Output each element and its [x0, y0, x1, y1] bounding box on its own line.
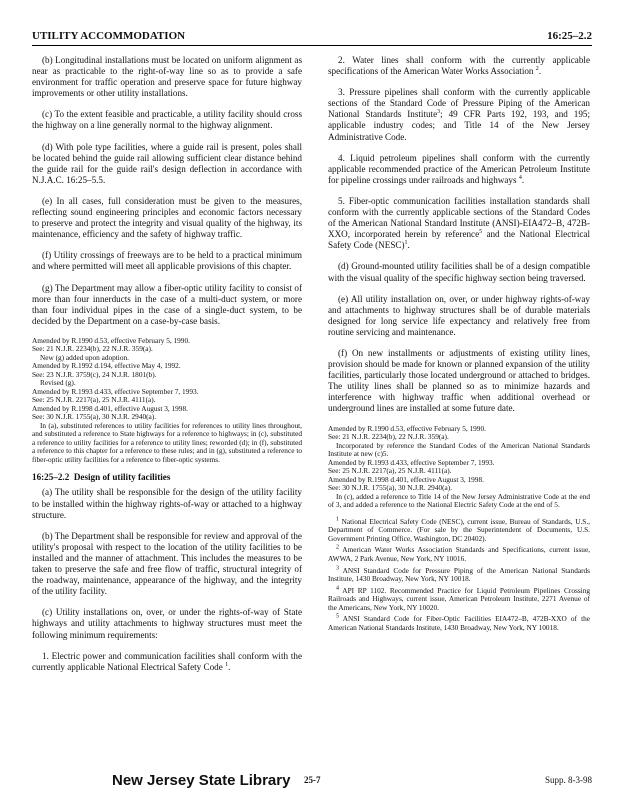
header-chapter-title: UTILITY ACCOMMODATION: [32, 30, 186, 42]
history-line: Amended by R.1992 d.194, effective May 4, 1992.: [32, 361, 181, 371]
footnote-ref: 1: [404, 240, 408, 247]
history-line: See: 21 N.J.R. 2234(b), 22 N.J.R. 359(a).: [32, 344, 153, 354]
section-title: Design of utility facilities: [73, 472, 171, 483]
footnote-text: ANSI Standard Code for Fiber-Optic Facilities EIA472–B, 472B-XXO of the American National Standards Institute, 1430 Broadway, New York, NY 10018.: [328, 614, 591, 633]
history-line: Revised (g).: [40, 378, 76, 388]
footnote: [328, 546, 590, 563]
section-paragraph-a: (a) The utility shall be responsible for the design of the utility facility to be installed within the highway rights-of-way or attached to a highway structure.: [32, 487, 302, 520]
footnote-ref: 3: [437, 109, 441, 116]
footnote-ref: 4: [518, 174, 522, 181]
history-line: Amended by R.1990 d.53, effective February 5, 1990.: [32, 335, 190, 345]
footnote-number: 2: [336, 544, 339, 551]
requirement-5: 5. Fiber-optic communication facilities installation standards shall conform with the currently applicable sections of the Standard Codes of the American National Standard Institute (ANSI)-EIA472–B, 472B-XXO, incorporated herein by reference$^5$ and the National Electrical Safety Code (NESC)$^1$.: [328, 195, 590, 251]
requirement-1: 1. Electric power and communication facilities shall conform with the currently applicable National Electrical Safety Code $^1$.: [32, 650, 302, 672]
header-section-range: 16:25–2.2: [547, 30, 592, 42]
paragraph-f-right: (f) On new installments or adjustments of existing utility lines, provision should be made for known or planned expansion of the utility facilities, particularly those located underground or attached to bridges. The utility lines shall be planned so as to minimize hazards and interference with highway traffic when additional overhead or underground lines are installed at some future date.: [328, 347, 590, 414]
history-line: Amended by R.1993 d.433, effective September 7, 1993.: [32, 386, 199, 396]
section-heading: [32, 472, 302, 483]
footnote-number: 4: [336, 585, 339, 592]
history-line: Amended by R.1993 d.433, effective September 7, 1993.: [328, 457, 495, 467]
requirement-3: [328, 87, 590, 142]
page-number: 25-7: [304, 775, 321, 785]
requirement-2-text: 2. Water lines shall conform with the currently applicable specifications of the American Water Works Association: [328, 55, 590, 77]
paragraph-d: (d) With pole type facilities, where a guide rail is present, poles shall be located behind the guide rail allowing sufficient clear distance behind the guide rail for the guide rail's design deflection in accordance with N.J.A.C. 16:25–5.5.: [32, 141, 302, 185]
history-note: [32, 337, 302, 465]
history-note-text: In (c), added a reference to Title 14 of the New Jersey Administrative Code at the end of 3, and added a reference to the National Electric Safety Code at the end of 5.: [328, 491, 590, 510]
history-line: Incorporated by reference the Standard Codes of the American National Standards Institute at new (c)5.: [328, 440, 590, 459]
history-line: See: 21 N.J.R. 2234(b), 22 N.J.R. 359(a).: [328, 432, 449, 442]
history-line: Amended by R.1998 d.401, effective August 3, 1998.: [328, 474, 484, 484]
paragraph-e-right: (e) All utility installation on, over, or under highway rights-of-way and attachments to highway structures shall be of durable materials designed for long service life expectancy and relatively free from routine servicing and maintenance.: [328, 293, 590, 337]
left-column: [32, 55, 302, 683]
requirement-1-text: 1. Electric power and communication facilities shall conform with the currently applicable National Electrical Safety Code: [32, 650, 302, 672]
footnote: [328, 567, 590, 584]
footnote-text: National Electrical Safety Code (NESC), current issue, Bureau of Standards, U.S., Department of Commerce. (For sale by the Superintendent of Documents, U.S. Government Printing Office, Washington, DC 20402).: [328, 516, 590, 543]
requirement-4: 4. Liquid petroleum pipelines shall conform with the currently applicable recommended practice of the American Petroleum Institute for pipeline crossings under railroads and highways $^4$.: [328, 152, 590, 185]
footnote: [328, 587, 590, 613]
footnote-text: ANSI Standard Code for Pressure Piping of the American National Standards Institute, 1430 Broadway, New York, NY 10018.: [328, 565, 591, 584]
paragraph-f: (f) Utility crossings of freeways are to be held to a practical minimum and where permitted will meet all applicable provisions of this chapter.: [32, 250, 302, 272]
history-note: [328, 425, 590, 510]
history-line: New (g) added upon adoption.: [40, 352, 129, 362]
requirement-5-tail: and the National Electrical Safety Code (NESC): [328, 229, 590, 251]
footnote-number: 1: [336, 516, 339, 523]
section-number: 16:25–2.2: [32, 472, 70, 483]
footnote-text: American Water Works Association Standards and Specifications, current issue, AWWA, 2 Park Avenue, New York, NY 10016.: [328, 545, 591, 563]
footnote-ref: 1: [225, 661, 229, 668]
right-column: [328, 55, 590, 636]
history-line: See: 23 N.J.R. 3759(c), 24 N.J.R. 1801(b).: [32, 369, 157, 379]
history-note-text: In (a), substituted references to utility facilities for references to utility lines throughout, and substituted a reference to State highways for a reference to highways; in (c), substituted a reference to utility facilities for a reference to utility lines; reworded (d); in (f), substituted a reference to this chapter for a reference to these rules; and in (g), substituted a reference to fiber-optic utility facilities for a reference to fiber-optic systems.: [32, 420, 302, 464]
supplement-date: Supp. 8-3-98: [545, 775, 592, 785]
requirement-2: 2. Water lines shall conform with the currently applicable specifications of the American Water Works Association $^2$.: [328, 55, 590, 77]
footnote: [328, 615, 590, 632]
footnote: [328, 518, 590, 544]
library-name: New Jersey State Library: [112, 772, 291, 789]
section-paragraph-b: (b) The Department shall be responsible for review and approval of the utility's proposal with respect to the location of the utility facilities to be installed and the manner of attachment. This includes the measures to be taken to preserve the safe and free flow of traffic, structural integrity of the roadway, maintenance, appearance of the highway, and the integrity of the utility facility.: [32, 530, 302, 597]
history-line: Amended by R.1998 d.401, effective August 3, 1998.: [32, 403, 188, 413]
paragraph-c: (c) To the extent feasible and practicable, a utility facility should cross the highway on a line generally normal to the highway alignment.: [32, 109, 302, 131]
footnote-ref: 2: [535, 66, 539, 73]
history-line: See: 25 N.J.R. 2217(a), 25 N.J.R. 4111(a).: [328, 466, 452, 476]
paragraph-d-right: (d) Ground-mounted utility facilities shall be of a design compatible with the visual quality of the specific highway section being traversed.: [328, 261, 590, 283]
requirement-3-text: 3. Pressure pipelines shall conform with the currently applicable sections of the Standard Code of Pressure Piping of the American National Standards Institute: [328, 87, 590, 120]
paragraph-g: (g) The Department may allow a fiber-optic utility facility to consist of more than four innerducts in the case of a multi-duct system, or more than four individual pipes in the case of a single-duct system, to be decided by the Department on a case-by-case basis.: [32, 282, 302, 326]
footnote-ref: 5: [479, 229, 483, 236]
requirement-5-text: 5. Fiber-optic communication facilities installation standards shall conform with the currently applicable sections of the Standard Codes of the American National Standard Institute (ANSI)-EIA472–B, 472B-XXO, incorporated herein by reference: [328, 195, 590, 240]
history-line: See: 25 N.J.R. 2217(a), 25 N.J.R. 4111(a).: [32, 395, 156, 405]
page-footer: [32, 772, 592, 792]
paragraph-e: (e) In all cases, full consideration must be given to the measures, reflecting sound engineering principles and economic factors necessary to preserve and protect the integrity and visual quality of the highway, its maintenance, efficiency and the safety of highway traffic.: [32, 195, 302, 240]
running-header: [32, 30, 592, 44]
header-rule: [32, 45, 592, 46]
footnotes: [328, 518, 590, 633]
history-line: See: 30 N.J.R. 1755(a), 30 N.J.R. 2940(a).: [32, 412, 157, 422]
history-line: Amended by R.1990 d.53, effective February 5, 1990.: [328, 423, 486, 433]
requirement-4-text: 4. Liquid petroleum pipelines shall conform with the currently applicable recommended practice of the American Petroleum Institute for pipeline crossings under railroads and highways: [328, 152, 590, 185]
paragraph-b: (b) Longitudinal installations must be located on uniform alignment as near as practicable to the right-of-way line so as to provide a safe environment for traffic operation and preserve space for future highway improvements or other utility installations.: [32, 55, 302, 99]
footnote-number: 5: [336, 614, 339, 621]
footnote-text: API RP 1102. Recommended Practice for Liquid Petroleum Pipelines Crossing Railroads and Highways, current issue, American Petroleum Institute, 2271 Avenue of the Americans, New York, NY 10020.: [328, 585, 591, 612]
requirement-3-tail: ; 49 CFR Parts 192, 193, and 195; applicable industry codes; and Title 14 of the New Jersey Administrative Code.: [328, 109, 590, 142]
section-paragraph-c: (c) Utility installations on, over, or under the rights-of-way of State highways and utility attachments to highway structures must meet the following minimum requirements:: [32, 607, 302, 640]
footnote-number: 3: [336, 565, 339, 572]
history-line: See: 30 N.J.R. 1755(a), 30 N.J.R. 2940(a).: [328, 483, 453, 493]
